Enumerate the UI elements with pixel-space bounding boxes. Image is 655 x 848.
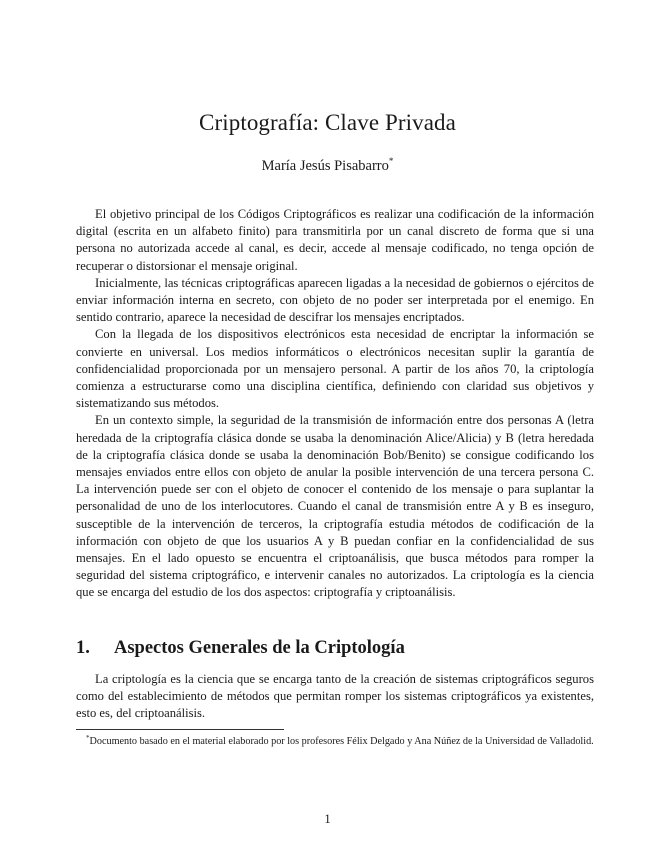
author-footnote-mark: * [388, 156, 394, 166]
footnote-text: Documento basado en el material elaborado por los profesores Félix Delgado y Ana Núñez de la Universidad de Valladolid. [89, 736, 594, 747]
intro-paragraph-4: En un contexto simple, la seguridad de la transmisión de información entre dos personas A (letra heredada de la criptografía clásica donde se usaba la denominación Alice/Alicia) y B (letra heredada de la criptografía clásica donde se usaba la denominación Bob/Benito) se consigue codificando los mensajes enviados entre ellos con objeto de anular la posible intervención de una tercera persona C. La intervención puede ser con el objeto de conocer el contenido de los mensaje o para suplantar la personalidad de uno de los interlocutores. Cuando el canal de transmisión entre A y B es inseguro, susceptible de la intervención de terceros, la criptografía estudia métodos de codificación de la información con objeto de que los usuarios A y B puedan confiar en la confidencialidad de sus mensajes. En el lado opuesto se encuentra el criptoanálisis, que busca métodos para romper la seguridad del sistema criptográfico, e intervenir canales no autorizados. La criptología es la ciencia que se encarga del estudio de los dos aspectos: criptografía y criptoanálisis. [76, 413, 594, 600]
author-name: María Jesús Pisabarro [261, 158, 389, 174]
section-title: Aspectos Generales de la Criptología [114, 638, 405, 658]
paper-title: Criptografía: Clave Privada [199, 110, 456, 135]
intro-paragraph-1: El objetivo principal de los Códigos Criptográficos es realizar una codificación de la información digital (escrita en un alfabeto finito) para transmitirla por un canal discreto de forma que si una persona no autorizada accede al canal, es decir, accede al mensaje codificado, no tenga opción de recuperar o distorsionar el mensaje original. [76, 207, 594, 273]
section-paragraph-1: La criptología es la ciencia que se encarga tanto de la creación de sistemas criptográficos seguros como del establecimiento de métodos que permitan romper los sistemas criptográficos ya existentes, esto es, del criptoanálisis. [76, 672, 594, 721]
intro-body [76, 206, 594, 602]
footnote-rule [76, 729, 284, 730]
section-body [76, 671, 594, 723]
section-number: 1. [76, 638, 90, 658]
footnote-mark: * [86, 734, 90, 742]
author-line [0, 156, 655, 175]
intro-paragraph-2: Inicialmente, las técnicas criptográficas aparecen ligadas a la necesidad de gobiernos o ejércitos de enviar información interna en secreto, con objeto de no poder ser interpretada por el enemigo. En sentido contrario, aparece la necesidad de descifrar los mensajes encriptados. [76, 275, 594, 325]
section-heading [76, 638, 405, 659]
footnote [76, 731, 594, 749]
page-number: 1 [324, 812, 331, 826]
intro-paragraph-3: Con la llegada de los dispositivos electrónicos esta necesidad de encriptar la información se convierte en universal. Los medios informáticos o electrónicos necesitan suplir la garantía de confidencialidad proporcionada por un mensajero personal. A partir de los años 70, la criptología comienza a estructurarse como una disciplina científica, definiendo con claridad sus objetivos y sistematizando sus métodos. [76, 327, 594, 411]
